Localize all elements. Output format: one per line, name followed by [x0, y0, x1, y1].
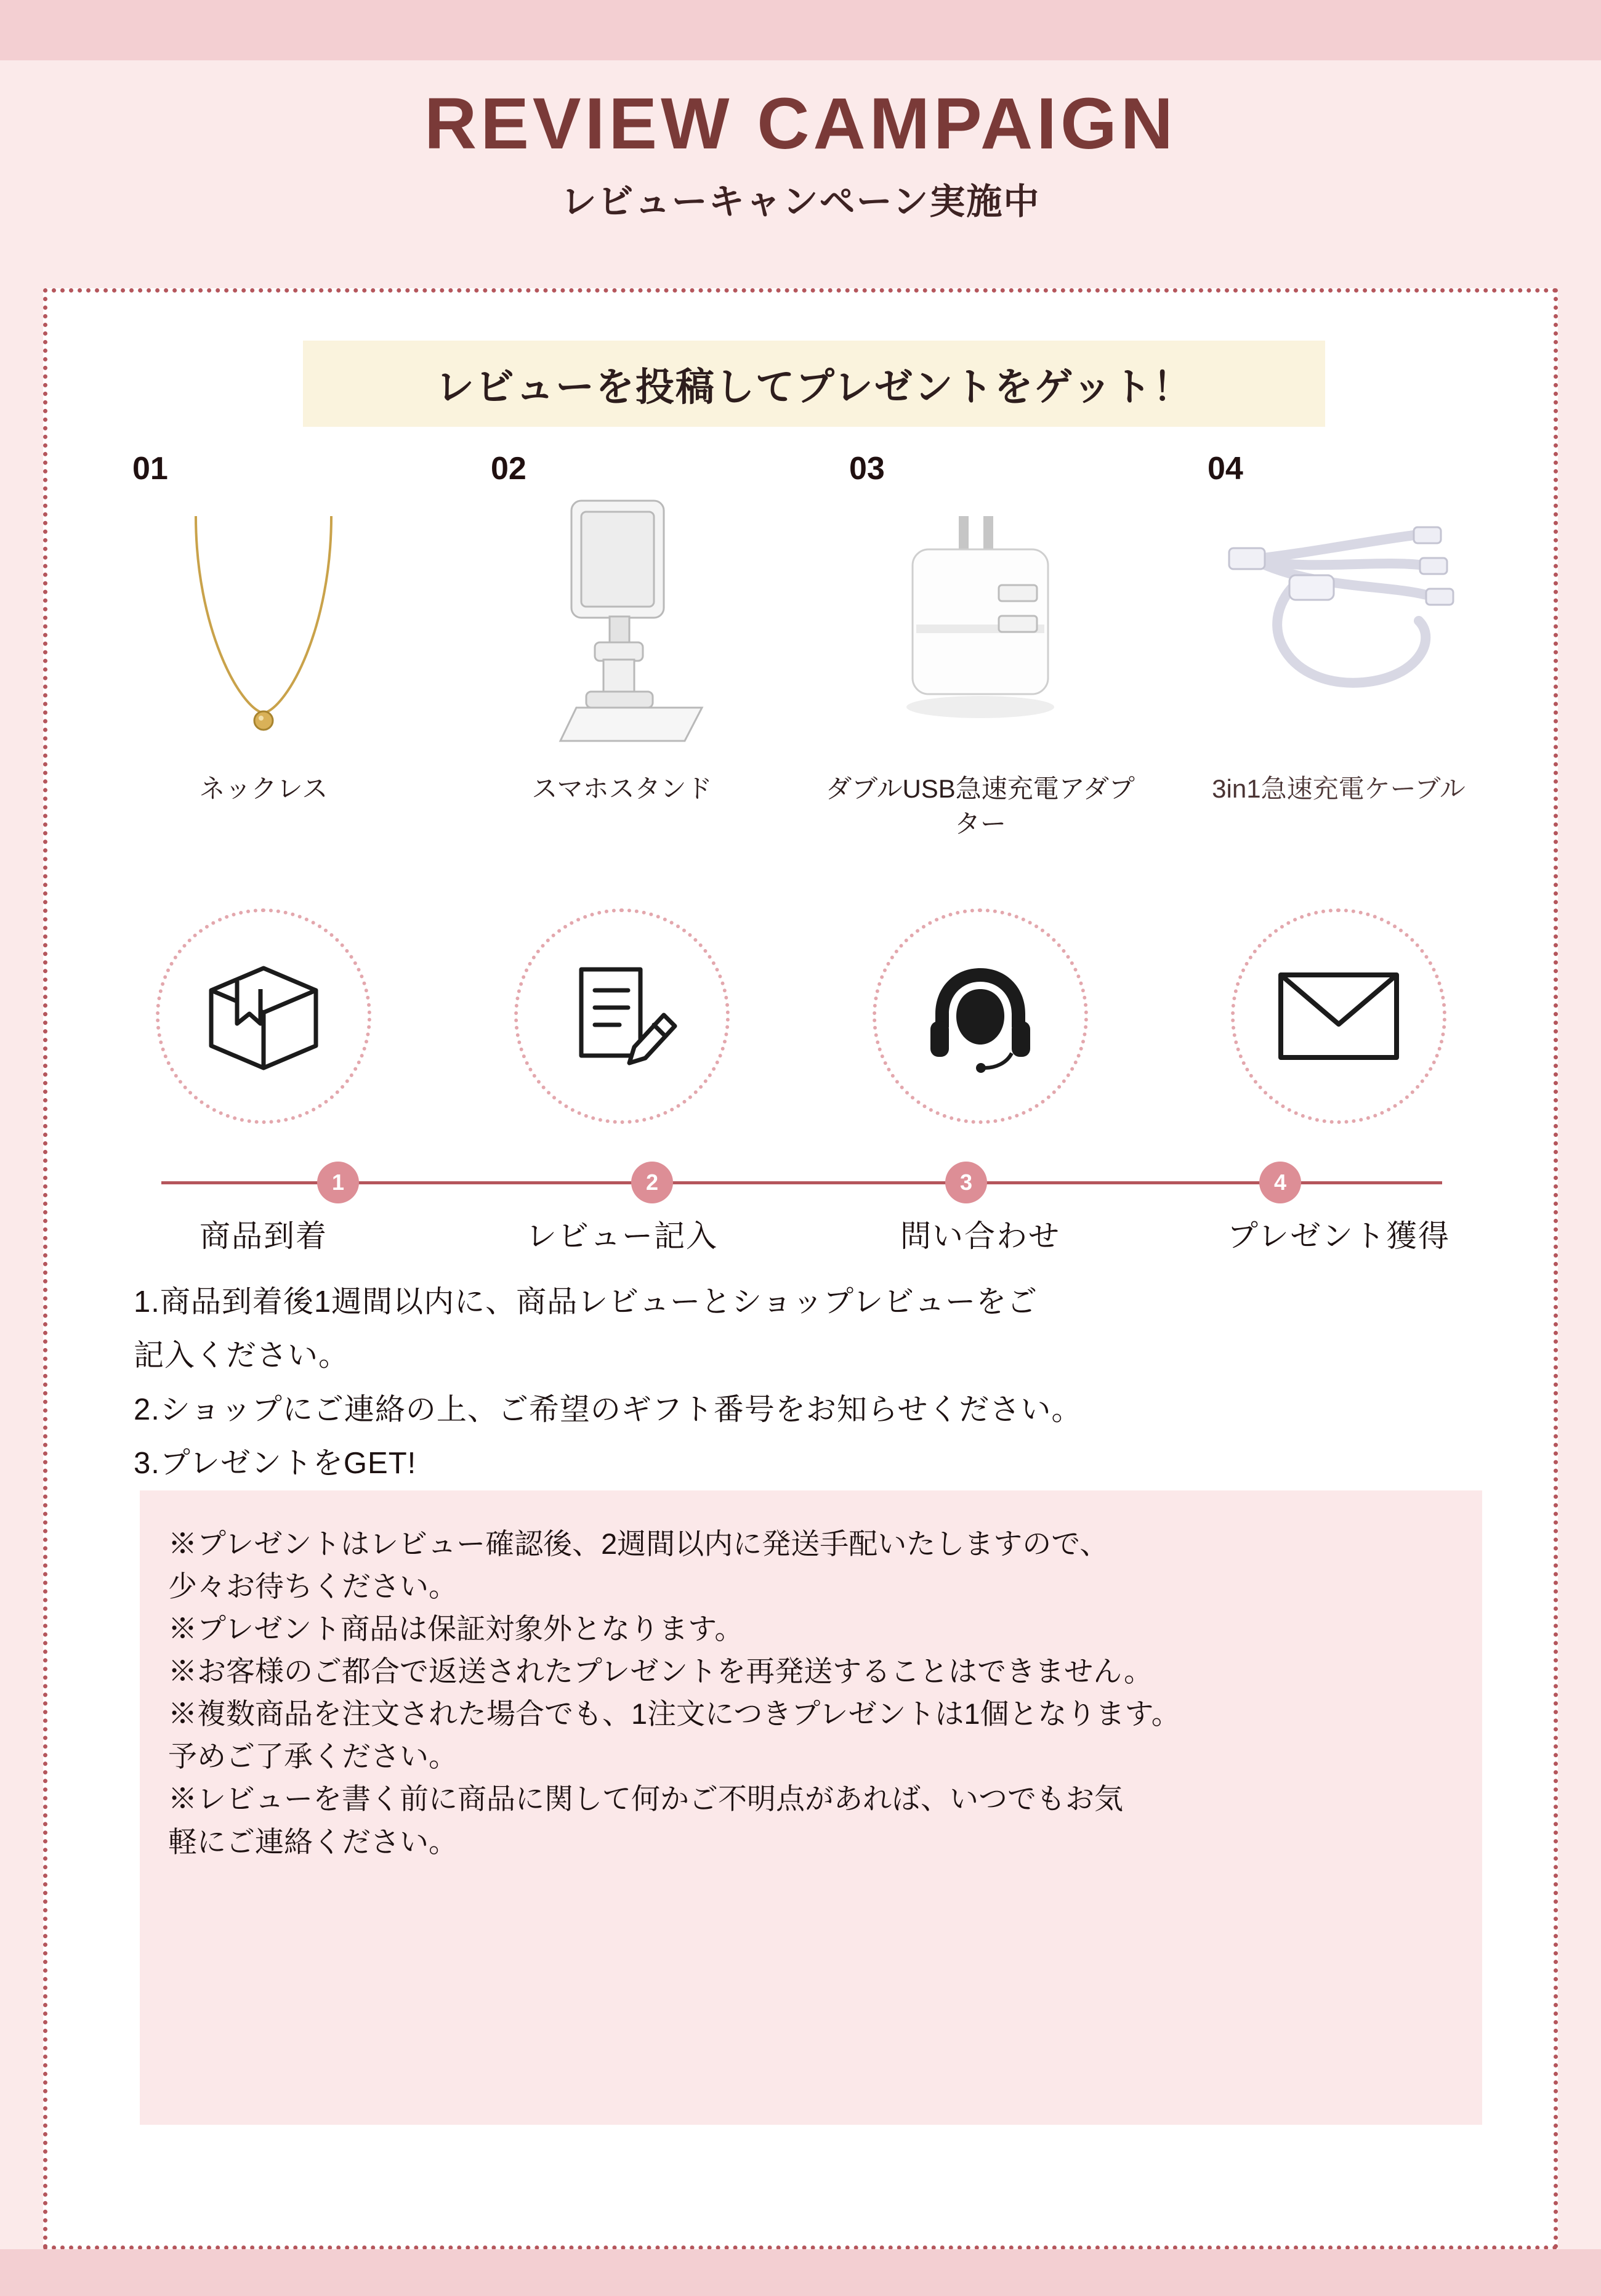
timeline-marker-1: 1 — [317, 1162, 359, 1203]
gift-number: 01 — [132, 451, 168, 487]
page-header — [0, 60, 1601, 285]
note-line: ※プレゼントはレビュー確認後、2週間以内に発送手配いたしますので、 — [168, 1527, 1109, 1560]
package-box-icon — [199, 955, 328, 1078]
instructions-block — [134, 1278, 1488, 1494]
note-line: 軽にご連絡ください。 — [168, 1825, 458, 1858]
gift-item-03 — [801, 450, 1159, 841]
timeline-marker-2: 2 — [631, 1162, 673, 1203]
step-circle — [156, 908, 371, 1124]
step-3 — [801, 908, 1159, 1124]
gift-label: スマホスタンド — [531, 774, 712, 803]
step-circle — [873, 908, 1088, 1124]
gift-item-01 — [84, 450, 443, 841]
gift-number: 03 — [849, 451, 885, 487]
headline-banner — [303, 341, 1325, 427]
step-label-3: 問い合わせ — [900, 1219, 1060, 1253]
notes-box — [140, 1490, 1482, 2125]
top-decorative-band — [0, 0, 1601, 60]
step-icon-row — [84, 908, 1519, 1124]
gift-number: 02 — [491, 451, 526, 487]
instruction-line: 1.商品到着後1週間以内に、商品レビューとショップレビューをご — [134, 1285, 1038, 1319]
instruction-line: 2.ショップにご連絡の上、ご希望のギフト番号をお知らせください。 — [134, 1393, 1083, 1426]
gift-item-04 — [1159, 450, 1518, 841]
page-title: REVIEW CAMPAIGN — [424, 83, 1177, 164]
bottom-decorative-band — [0, 2249, 1601, 2296]
page-subtitle: レビューキャンペーン実施中 — [560, 181, 1041, 222]
note-line: ※複数商品を注文された場合でも、1注文につきプレゼントは1個となります。 — [168, 1697, 1180, 1731]
step-label-2: レビュー記入 — [526, 1219, 718, 1253]
instruction-line: 3.プレゼントをGET! — [134, 1447, 417, 1481]
headline-text: レビューを投稿してプレゼントをゲット！ — [435, 365, 1193, 409]
step-label-1: 商品到着 — [200, 1219, 328, 1253]
step-label-4: プレゼント獲得 — [1227, 1219, 1450, 1253]
note-line: ※お客様のご都合で返送されたプレゼントを再発送することはできません。 — [168, 1655, 1153, 1688]
step-circle — [1231, 908, 1446, 1124]
content-inner — [47, 293, 1554, 2245]
gift-list — [84, 450, 1519, 841]
timeline-marker-3: 3 — [945, 1162, 987, 1203]
document-pencil-icon — [560, 955, 684, 1078]
note-line: 予めご了承ください。 — [168, 1740, 458, 1773]
timeline-marker-4: 4 — [1259, 1162, 1301, 1203]
gift-label: ネックレス — [199, 774, 328, 803]
charging-cable-image — [1159, 482, 1518, 772]
content-frame — [43, 288, 1558, 2250]
timeline-labels — [84, 1211, 1519, 1256]
step-2 — [443, 908, 801, 1124]
gift-label: 3in1急速充電ケーブル — [1212, 774, 1466, 803]
note-line: 少々お待ちください。 — [168, 1570, 458, 1603]
step-1 — [84, 908, 443, 1124]
envelope-mail-icon — [1271, 964, 1406, 1069]
gift-label: ダブルUSB急速充電アダプター — [826, 774, 1135, 838]
headset-support-icon — [916, 955, 1045, 1078]
usb-charger-image — [801, 482, 1159, 772]
gift-number: 04 — [1208, 451, 1243, 487]
step-circle — [514, 908, 730, 1124]
step-4 — [1159, 908, 1518, 1124]
note-line: ※レビューを書く前に商品に関して何かご不明点があれば、いつでもお気 — [168, 1782, 1123, 1816]
gift-item-02 — [443, 450, 801, 841]
necklace-image — [84, 482, 443, 772]
phone-stand-image — [443, 482, 801, 772]
note-line: ※プレゼント商品は保証対象外となります。 — [168, 1612, 744, 1646]
instruction-line: 記入ください。 — [134, 1339, 350, 1373]
timeline — [161, 1158, 1442, 1207]
